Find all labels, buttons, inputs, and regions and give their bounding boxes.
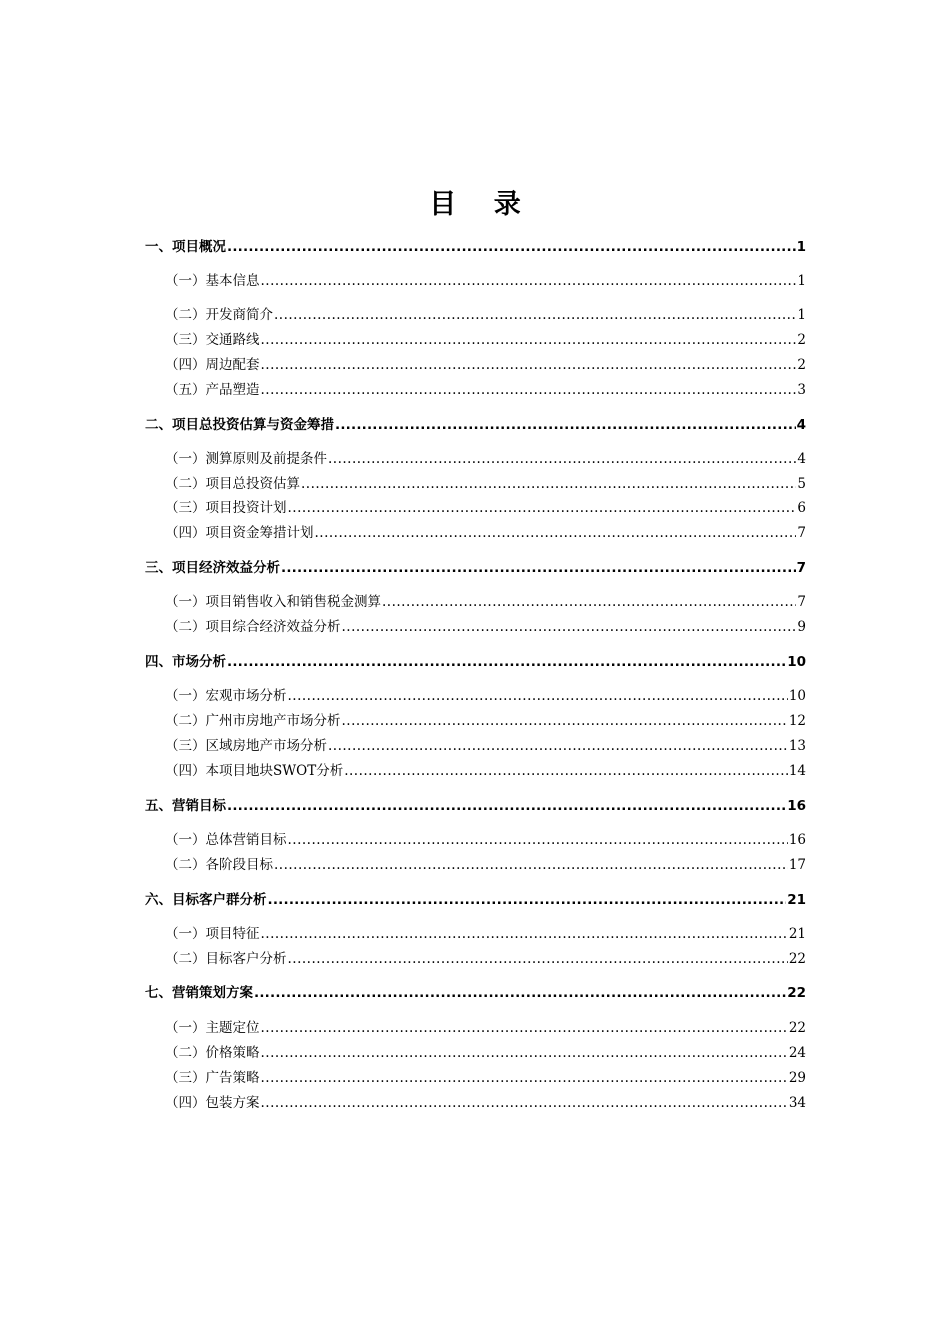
dot-leader (301, 474, 796, 494)
toc-page-number: 1 (797, 307, 806, 323)
toc-entry-text: （一）项目特征 (165, 926, 260, 942)
toc-page-number: 21 (787, 892, 806, 908)
toc-subsection-entry[interactable] (145, 761, 806, 781)
dot-leader (288, 498, 797, 518)
toc-page-number: 1 (797, 273, 806, 289)
toc-section-entry[interactable] (145, 983, 806, 1003)
toc-subsection-entry[interactable] (145, 711, 806, 731)
toc-subsection-entry[interactable] (145, 855, 806, 875)
toc-subsection-entry[interactable] (145, 686, 806, 706)
toc-subsection-entry[interactable] (145, 330, 806, 350)
toc-section-entry[interactable] (145, 796, 806, 816)
toc-page-number: 1 (796, 239, 806, 255)
dot-leader (261, 1093, 788, 1113)
toc-subsection-entry[interactable] (145, 1018, 806, 1038)
toc-entry-text: （三）交通路线 (165, 332, 260, 348)
dot-leader (261, 380, 797, 400)
toc-page-number: 12 (788, 713, 806, 729)
dot-leader (261, 271, 797, 291)
toc-entry-text: 七、营销策划方案 (145, 985, 253, 1001)
toc-subsection-entry[interactable] (145, 736, 806, 756)
dot-leader (281, 558, 796, 578)
toc-entry-text: 二、项目总投资估算与资金筹措 (145, 417, 334, 433)
toc-page-number: 4 (796, 417, 806, 433)
toc-title: 目 录 (429, 189, 535, 220)
toc-page-number: 22 (788, 951, 806, 967)
toc-page-number: 10 (788, 688, 806, 704)
toc-subsection-entry[interactable] (145, 1068, 806, 1088)
toc-page-number: 22 (787, 985, 806, 1001)
toc-entry-text: （二）项目综合经济效益分析 (165, 619, 341, 635)
toc-entry-text: （三）广告策略 (165, 1070, 260, 1086)
toc-subsection-entry[interactable] (145, 305, 806, 325)
toc-subsection-entry[interactable] (145, 523, 806, 543)
toc-entry-text: （二）价格策略 (165, 1045, 260, 1061)
toc-subsection-entry[interactable] (145, 498, 806, 518)
toc-page-number: 16 (787, 798, 806, 814)
toc-page-number: 7 (796, 560, 806, 576)
toc-entry-text: 四、市场分析 (145, 654, 226, 670)
toc-section-entry[interactable] (145, 415, 806, 435)
dot-leader (227, 237, 796, 257)
toc-entry-text: （四）周边配套 (165, 357, 260, 373)
toc-subsection-entry[interactable] (145, 355, 806, 375)
toc-page-number: 29 (788, 1070, 806, 1086)
toc-page-number: 2 (797, 357, 806, 373)
toc-section-entry[interactable] (145, 237, 806, 257)
toc-entry-text: （一）宏观市场分析 (165, 688, 287, 704)
toc-entry-text: （一）总体营销目标 (165, 832, 287, 848)
toc-page-number: 13 (788, 738, 806, 754)
dot-leader (261, 355, 797, 375)
toc-subsection-entry[interactable] (145, 380, 806, 400)
toc-subsection-entry[interactable] (145, 617, 806, 637)
toc-page-number: 5 (797, 476, 806, 492)
toc-section-entry[interactable] (145, 652, 806, 672)
toc-subsection-entry[interactable] (145, 1093, 806, 1113)
toc-entry-text: （一）主题定位 (165, 1020, 260, 1036)
dot-leader (227, 796, 786, 816)
toc-entry-text: （一）项目销售收入和销售税金测算 (165, 594, 381, 610)
toc-entry-text: （五）产品塑造 (165, 382, 260, 398)
dot-leader (344, 761, 788, 781)
toc-entry-text: （四）项目资金筹措计划 (165, 525, 314, 541)
toc-subsection-entry[interactable] (145, 271, 806, 291)
toc-entry-text: （二）广州市房地产市场分析 (165, 713, 341, 729)
dot-leader (328, 449, 796, 469)
toc-subsection-entry[interactable] (145, 830, 806, 850)
dot-leader (342, 617, 797, 637)
toc-page-number: 10 (787, 654, 806, 670)
toc-entry-text: （三）项目投资计划 (165, 500, 287, 516)
toc-entry-text: （二）各阶段目标 (165, 857, 273, 873)
toc-subsection-entry[interactable] (145, 449, 806, 469)
toc-entry-text: 六、目标客户群分析 (145, 892, 267, 908)
dot-leader (274, 855, 788, 875)
toc-page-number: 17 (788, 857, 806, 873)
toc-page-number: 21 (788, 926, 806, 942)
toc-page-number: 16 (788, 832, 806, 848)
dot-leader (274, 305, 796, 325)
dot-leader (261, 1018, 788, 1038)
dot-leader (382, 592, 796, 612)
toc-subsection-entry[interactable] (145, 949, 806, 969)
dot-leader (261, 1043, 788, 1063)
toc-page-number: 14 (788, 763, 806, 779)
toc-section-entry[interactable] (145, 890, 806, 910)
toc-entry-text: （三）区域房地产市场分析 (165, 738, 327, 754)
dot-leader (261, 924, 788, 944)
toc-entry-text: （二）开发商简介 (165, 307, 273, 323)
toc-entry-text: （四）包装方案 (165, 1095, 260, 1111)
dot-leader (288, 949, 788, 969)
toc-page-number: 2 (797, 332, 806, 348)
toc-entry-text: （一）测算原则及前提条件 (165, 451, 327, 467)
dot-leader (335, 415, 796, 435)
toc-entry-text: （四）本项目地块SWOT分析 (165, 763, 344, 779)
toc-page-number: 34 (788, 1095, 806, 1111)
toc-page-number: 9 (797, 619, 806, 635)
dot-leader (288, 830, 788, 850)
toc-subsection-entry[interactable] (145, 474, 806, 494)
toc-entry-text: （一）基本信息 (165, 273, 260, 289)
toc-page-number: 7 (797, 525, 806, 541)
toc-entry-text: 五、营销目标 (145, 798, 226, 814)
toc-page-number: 24 (788, 1045, 806, 1061)
dot-leader (254, 983, 786, 1003)
toc-page-number: 4 (797, 451, 806, 467)
toc-subsection-entry[interactable] (145, 592, 806, 612)
toc-entry-text: （二）目标客户分析 (165, 951, 287, 967)
toc-entry-text: 一、项目概况 (145, 239, 226, 255)
toc-subsection-entry[interactable] (145, 1043, 806, 1063)
toc-page-number: 7 (797, 594, 806, 610)
toc-entry-text: 三、项目经济效益分析 (145, 560, 280, 576)
toc-page-number: 3 (797, 382, 806, 398)
dot-leader (342, 711, 788, 731)
toc-subsection-entry[interactable] (145, 924, 806, 944)
dot-leader (268, 890, 787, 910)
dot-leader (261, 1068, 788, 1088)
dot-leader (227, 652, 786, 672)
dot-leader (288, 686, 788, 706)
toc-page-number: 22 (788, 1020, 806, 1036)
dot-leader (315, 523, 797, 543)
toc-page-number: 6 (797, 500, 806, 516)
dot-leader (328, 736, 788, 756)
toc-section-entry[interactable] (145, 558, 806, 578)
toc-entry-text: （二）项目总投资估算 (165, 476, 300, 492)
dot-leader (261, 330, 797, 350)
